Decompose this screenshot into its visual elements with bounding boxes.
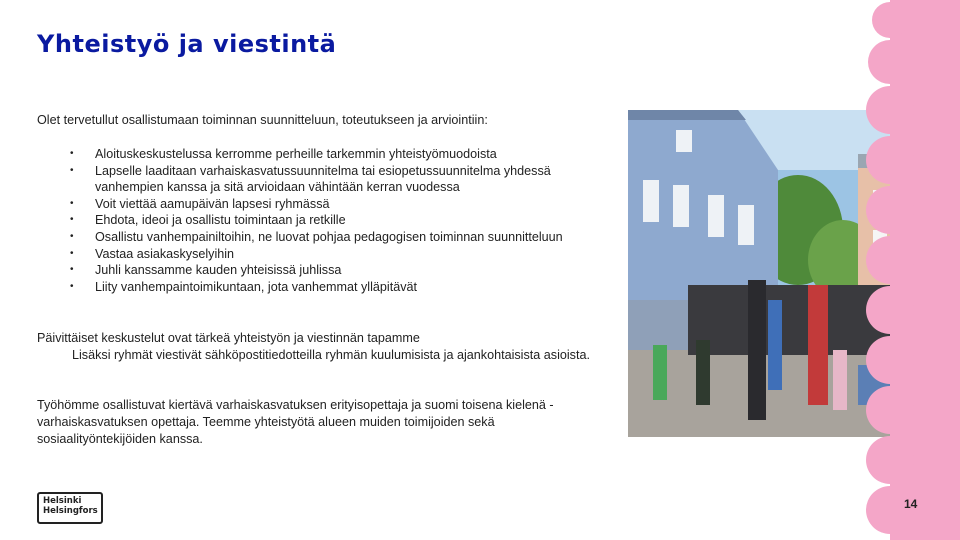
page-number: 14 [904, 497, 918, 511]
list-item: • Juhli kanssamme kauden yhteisissä juhlissa [70, 262, 610, 279]
list-item: • Osallistu vanhempainiltoihin, ne luovat pohjaa pedagogisen toiminnan suunnitteluun [70, 229, 610, 246]
paragraph-email: Lisäksi ryhmät viestivät sähköpostitiedotteilla ryhmän kuulumisista ja ajankohtaisista asioista. [72, 348, 590, 362]
pink-scallop-decoration [864, 0, 960, 540]
logo-line1: Helsinki [43, 496, 82, 506]
intro-text: Olet tervetullut osallistumaan toiminnan suunnitteluun, toteutukseen ja arviointiin: [37, 113, 488, 127]
slide-title: Yhteistyö ja viestintä [37, 30, 337, 58]
list-item: • Voit viettää aamupäivän lapsesi ryhmässä [70, 196, 610, 213]
list-item: • Lapselle laaditaan varhaiskasvatussuunnitelma tai esiopetussuunnitelma yhdessä vanhempien kanssa ja sitä arvioidaan vähintään kerran vuodessa [70, 163, 610, 196]
logo-line2: Helsingfors [43, 506, 98, 516]
helsinki-logo [37, 492, 103, 524]
list-item: • Liity vanhempaintoimikuntaan, jota vanhemmat ylläpitävät [70, 279, 610, 296]
list-item: • Vastaa asiakaskyselyihin [70, 246, 610, 263]
bullet-list [70, 146, 610, 295]
list-item: • Ehdota, ideoi ja osallistu toimintaan ja retkille [70, 212, 610, 229]
paragraph-daily: Päivittäiset keskustelut ovat tärkeä yhteistyön ja viestinnän tapamme [37, 331, 420, 345]
paragraph-cooperation: Työhömme osallistuvat kiertävä varhaiskasvatuksen erityisopettaja ja suomi toisena kielenä -varhaiskasvatuksen opettaja. Teemme yhteistyötä alueen muiden toimijoiden sekä sosiaalityöntekijöiden kanssa. [37, 398, 554, 446]
list-item: • Aloituskeskustelussa kerromme perheille tarkemmin yhteistyömuodoista [70, 146, 610, 163]
